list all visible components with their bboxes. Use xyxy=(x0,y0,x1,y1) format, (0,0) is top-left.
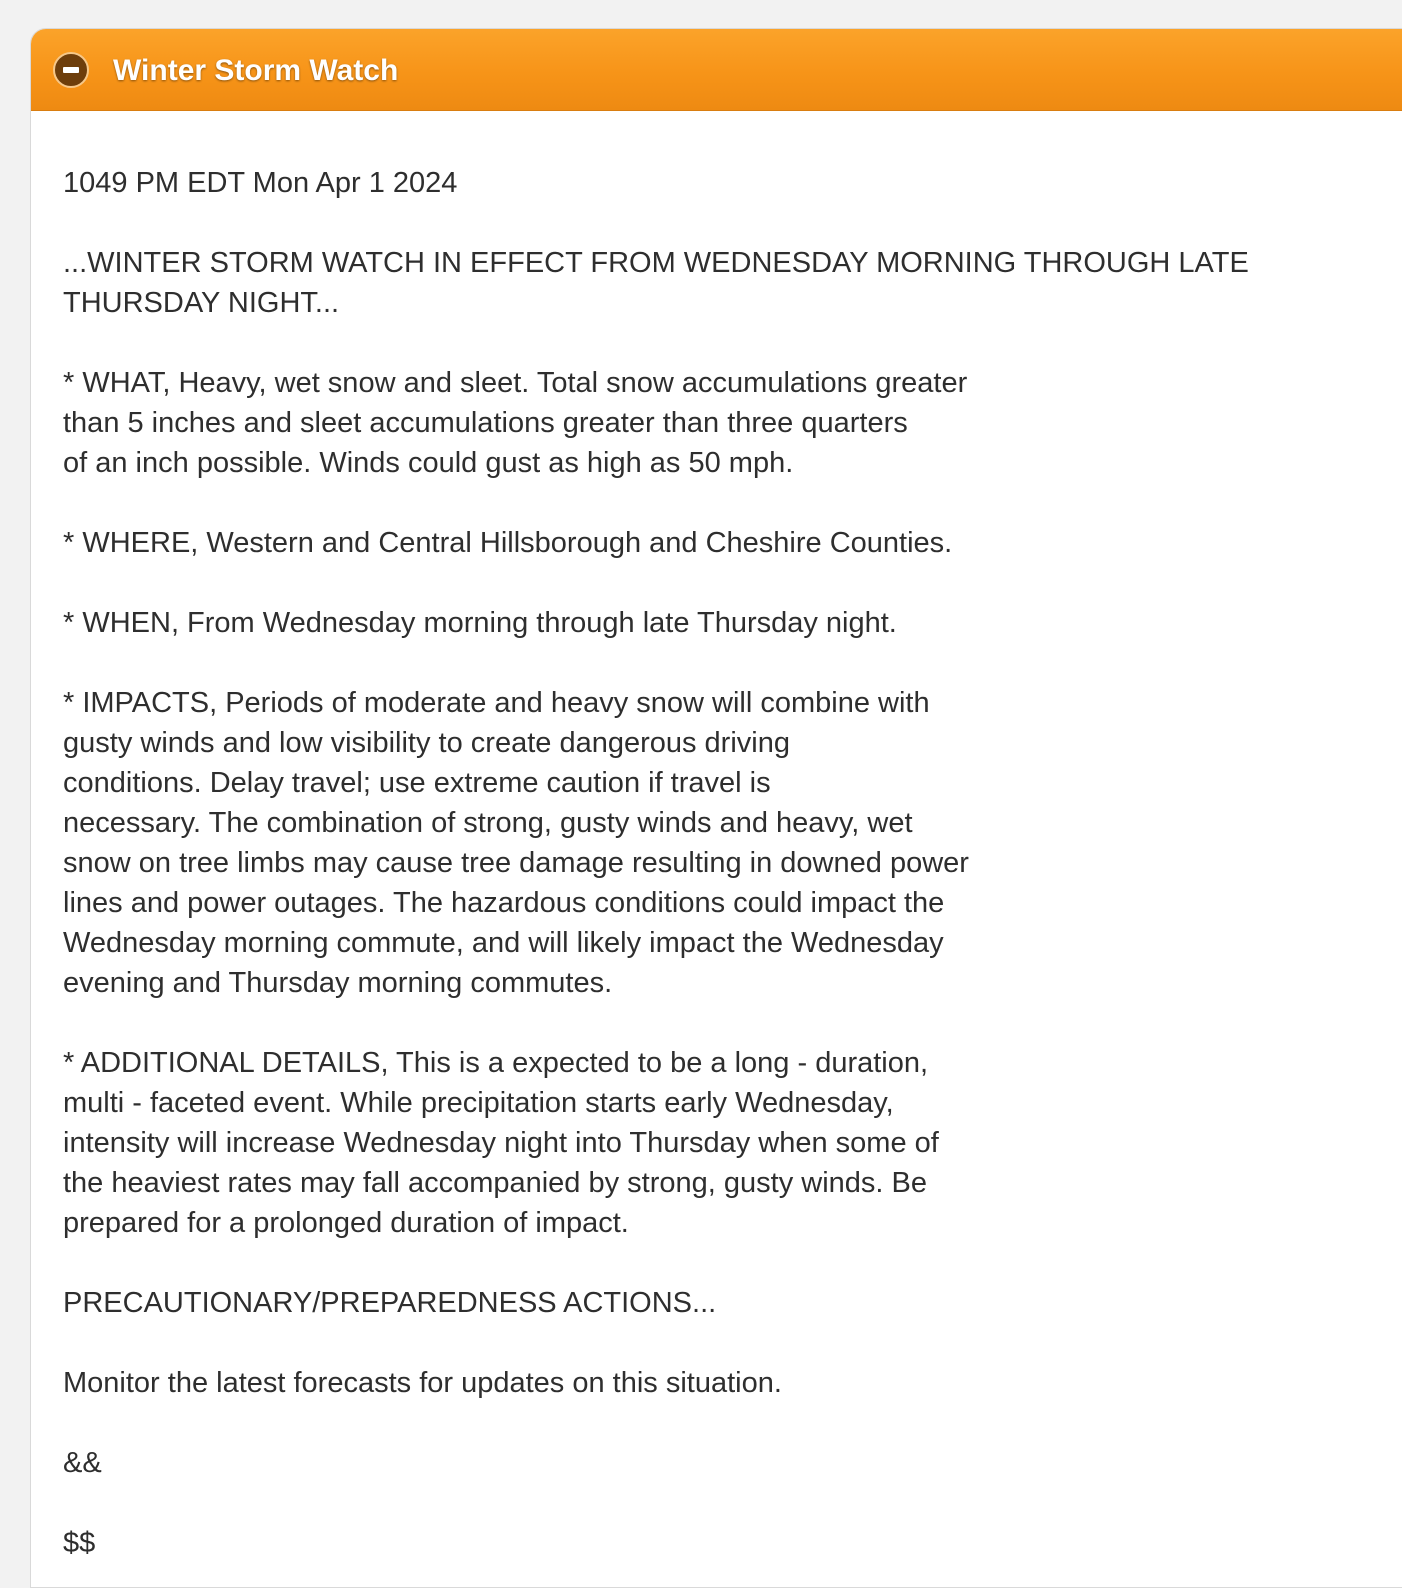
alert-body xyxy=(63,163,1402,1588)
what-line: * WHAT, Heavy, wet snow and sleet. Total snow accumulations greater xyxy=(63,367,968,399)
section-when xyxy=(63,603,1402,643)
impacts-line: lines and power outages. The hazardous conditions could impact the xyxy=(63,887,945,919)
details-line: intensity will increase Wednesday night into Thursday when some of xyxy=(63,1127,939,1159)
details-line: * ADDITIONAL DETAILS, This is a expected to be a long - duration, xyxy=(63,1047,929,1079)
section-impacts xyxy=(63,683,1402,1003)
timestamp-text: 1049 PM EDT Mon Apr 1 2024 xyxy=(63,167,458,199)
end-marker-dollars xyxy=(63,1523,1402,1563)
details-line: prepared for a prolonged duration of impact. xyxy=(63,1207,629,1239)
impacts-line: Wednesday morning commute, and will likely impact the Wednesday xyxy=(63,927,944,959)
actions-heading-text: PRECAUTIONARY/PREPAREDNESS ACTIONS... xyxy=(63,1287,717,1319)
section-additional-details xyxy=(63,1043,1402,1243)
alert-panel xyxy=(30,28,1402,1588)
headline-line: THURSDAY NIGHT... xyxy=(63,287,340,319)
impacts-line: gusty winds and low visibility to create dangerous driving xyxy=(63,727,790,759)
end-marker-2: $$ xyxy=(63,1527,96,1559)
details-line: the heaviest rates may fall accompanied by strong, gusty winds. Be xyxy=(63,1167,927,1199)
impacts-line: necessary. The combination of strong, gusty winds and heavy, wet xyxy=(63,807,913,839)
actions-text-line: Monitor the latest forecasts for updates on this situation. xyxy=(63,1367,782,1399)
alert-title: Winter Storm Watch xyxy=(113,54,399,87)
impacts-line: conditions. Delay travel; use extreme caution if travel is xyxy=(63,767,771,799)
section-where xyxy=(63,523,1402,563)
details-line: multi - faceted event. While precipitation starts early Wednesday, xyxy=(63,1087,894,1119)
actions-text xyxy=(63,1363,1402,1403)
alert-headline xyxy=(63,243,1402,323)
end-marker-1: && xyxy=(63,1447,102,1479)
where-line: * WHERE, Western and Central Hillsborough and Cheshire Counties. xyxy=(63,527,953,559)
headline-line: ...WINTER STORM WATCH IN EFFECT FROM WEDNESDAY MORNING THROUGH LATE xyxy=(63,247,1249,279)
alert-timestamp xyxy=(63,163,1402,203)
alert-panel-header[interactable] xyxy=(31,29,1402,111)
impacts-line: * IMPACTS, Periods of moderate and heavy snow will combine with xyxy=(63,687,930,719)
minus-circle-icon[interactable] xyxy=(53,52,89,88)
what-line: than 5 inches and sleet accumulations greater than three quarters xyxy=(63,407,908,439)
end-marker-ampersands xyxy=(63,1443,1402,1483)
section-what xyxy=(63,363,1402,483)
minus-bar xyxy=(63,67,79,73)
impacts-line: evening and Thursday morning commutes. xyxy=(63,967,613,999)
what-line: of an inch possible. Winds could gust as high as 50 mph. xyxy=(63,447,794,479)
when-line: * WHEN, From Wednesday morning through late Thursday night. xyxy=(63,607,897,639)
impacts-line: snow on tree limbs may cause tree damage resulting in downed power xyxy=(63,847,969,879)
actions-heading xyxy=(63,1283,1402,1323)
